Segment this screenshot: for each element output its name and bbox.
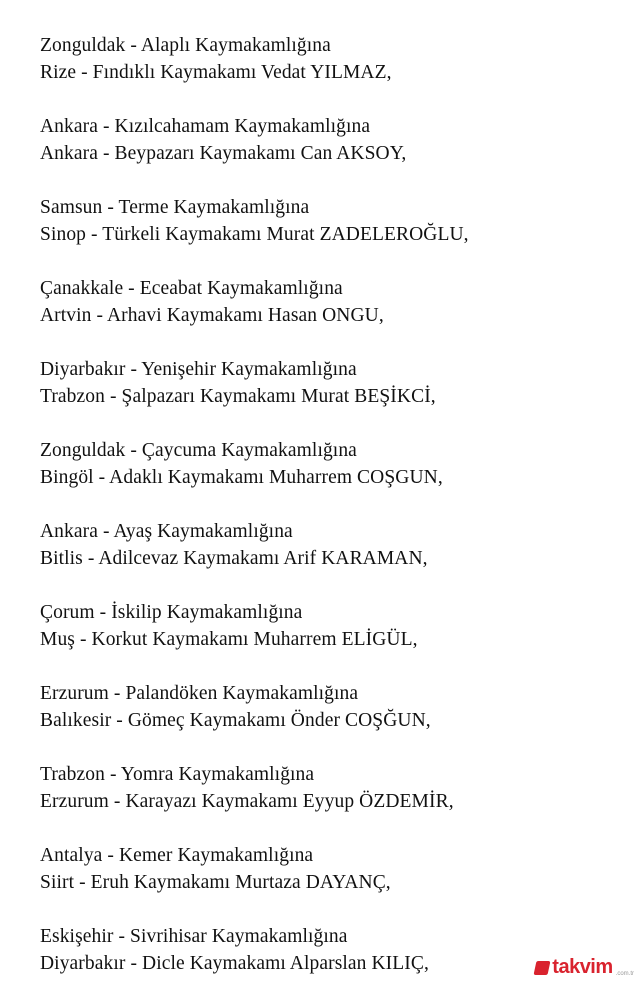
takvim-watermark	[535, 956, 634, 979]
appointee-line: Balıkesir - Gömeç Kaymakamı Önder COŞĞUN,	[40, 710, 431, 731]
appointment-entry	[40, 437, 630, 518]
appointee-line: Artvin - Arhavi Kaymakamı Hasan ONGU,	[40, 305, 384, 326]
appointment-entry	[40, 356, 630, 437]
appointment-entry	[40, 32, 630, 113]
target-post-line: Zonguldak - Alaplı Kaymakamlığına	[40, 35, 331, 56]
appointment-entry	[40, 761, 630, 842]
appointment-entry	[40, 680, 630, 761]
appointee-line: Sinop - Türkeli Kaymakamı Murat ZADELEROĞLU,	[40, 224, 469, 245]
appointee-line: Bingöl - Adaklı Kaymakamı Muharrem COŞGUN,	[40, 467, 443, 488]
target-post-line: Zonguldak - Çaycuma Kaymakamlığına	[40, 440, 357, 461]
appointment-entry	[40, 275, 630, 356]
target-post-line: Çorum - İskilip Kaymakamlığına	[40, 602, 303, 623]
target-post-line: Diyarbakır - Yenişehir Kaymakamlığına	[40, 359, 357, 380]
appointee-line: Rize - Fındıklı Kaymakamı Vedat YILMAZ,	[40, 62, 392, 83]
appointee-line: Bitlis - Adilcevaz Kaymakamı Arif KARAMAN,	[40, 548, 428, 569]
appointee-line: Trabzon - Şalpazarı Kaymakamı Murat BEŞİKCİ,	[40, 386, 436, 407]
target-post-line: Ankara - Kızılcahamam Kaymakamlığına	[40, 116, 371, 137]
takvim-logo-icon	[534, 961, 551, 975]
appointment-entry	[40, 842, 630, 923]
appointee-line: Siirt - Eruh Kaymakamı Murtaza DAYANÇ,	[40, 872, 391, 893]
appointment-entry	[40, 599, 630, 680]
appointee-line: Erzurum - Karayazı Kaymakamı Eyyup ÖZDEMİR,	[40, 791, 454, 812]
target-post-line: Antalya - Kemer Kaymakamlığına	[40, 845, 314, 866]
target-post-line: Eskişehir - Sivrihisar Kaymakamlığına	[40, 926, 348, 947]
target-post-line: Trabzon - Yomra Kaymakamlığına	[40, 764, 315, 785]
appointee-line: Ankara - Beypazarı Kaymakamı Can AKSOY,	[40, 143, 407, 164]
target-post-line: Samsun - Terme Kaymakamlığına	[40, 197, 310, 218]
watermark-brand: takvim	[552, 956, 613, 978]
watermark-suffix: .com.tr	[615, 971, 634, 977]
target-post-line: Çanakkale - Eceabat Kaymakamlığına	[40, 278, 343, 299]
target-post-line: Erzurum - Palandöken Kaymakamlığına	[40, 683, 359, 704]
appointment-entry	[40, 194, 630, 275]
appointment-entry	[40, 113, 630, 194]
appointee-line: Diyarbakır - Dicle Kaymakamı Alparslan KILIÇ,	[40, 953, 429, 974]
appointment-list	[40, 32, 630, 1004]
appointment-entry	[40, 518, 630, 599]
appointee-line: Muş - Korkut Kaymakamı Muharrem ELİGÜL,	[40, 629, 418, 650]
target-post-line: Ankara - Ayaş Kaymakamlığına	[40, 521, 293, 542]
